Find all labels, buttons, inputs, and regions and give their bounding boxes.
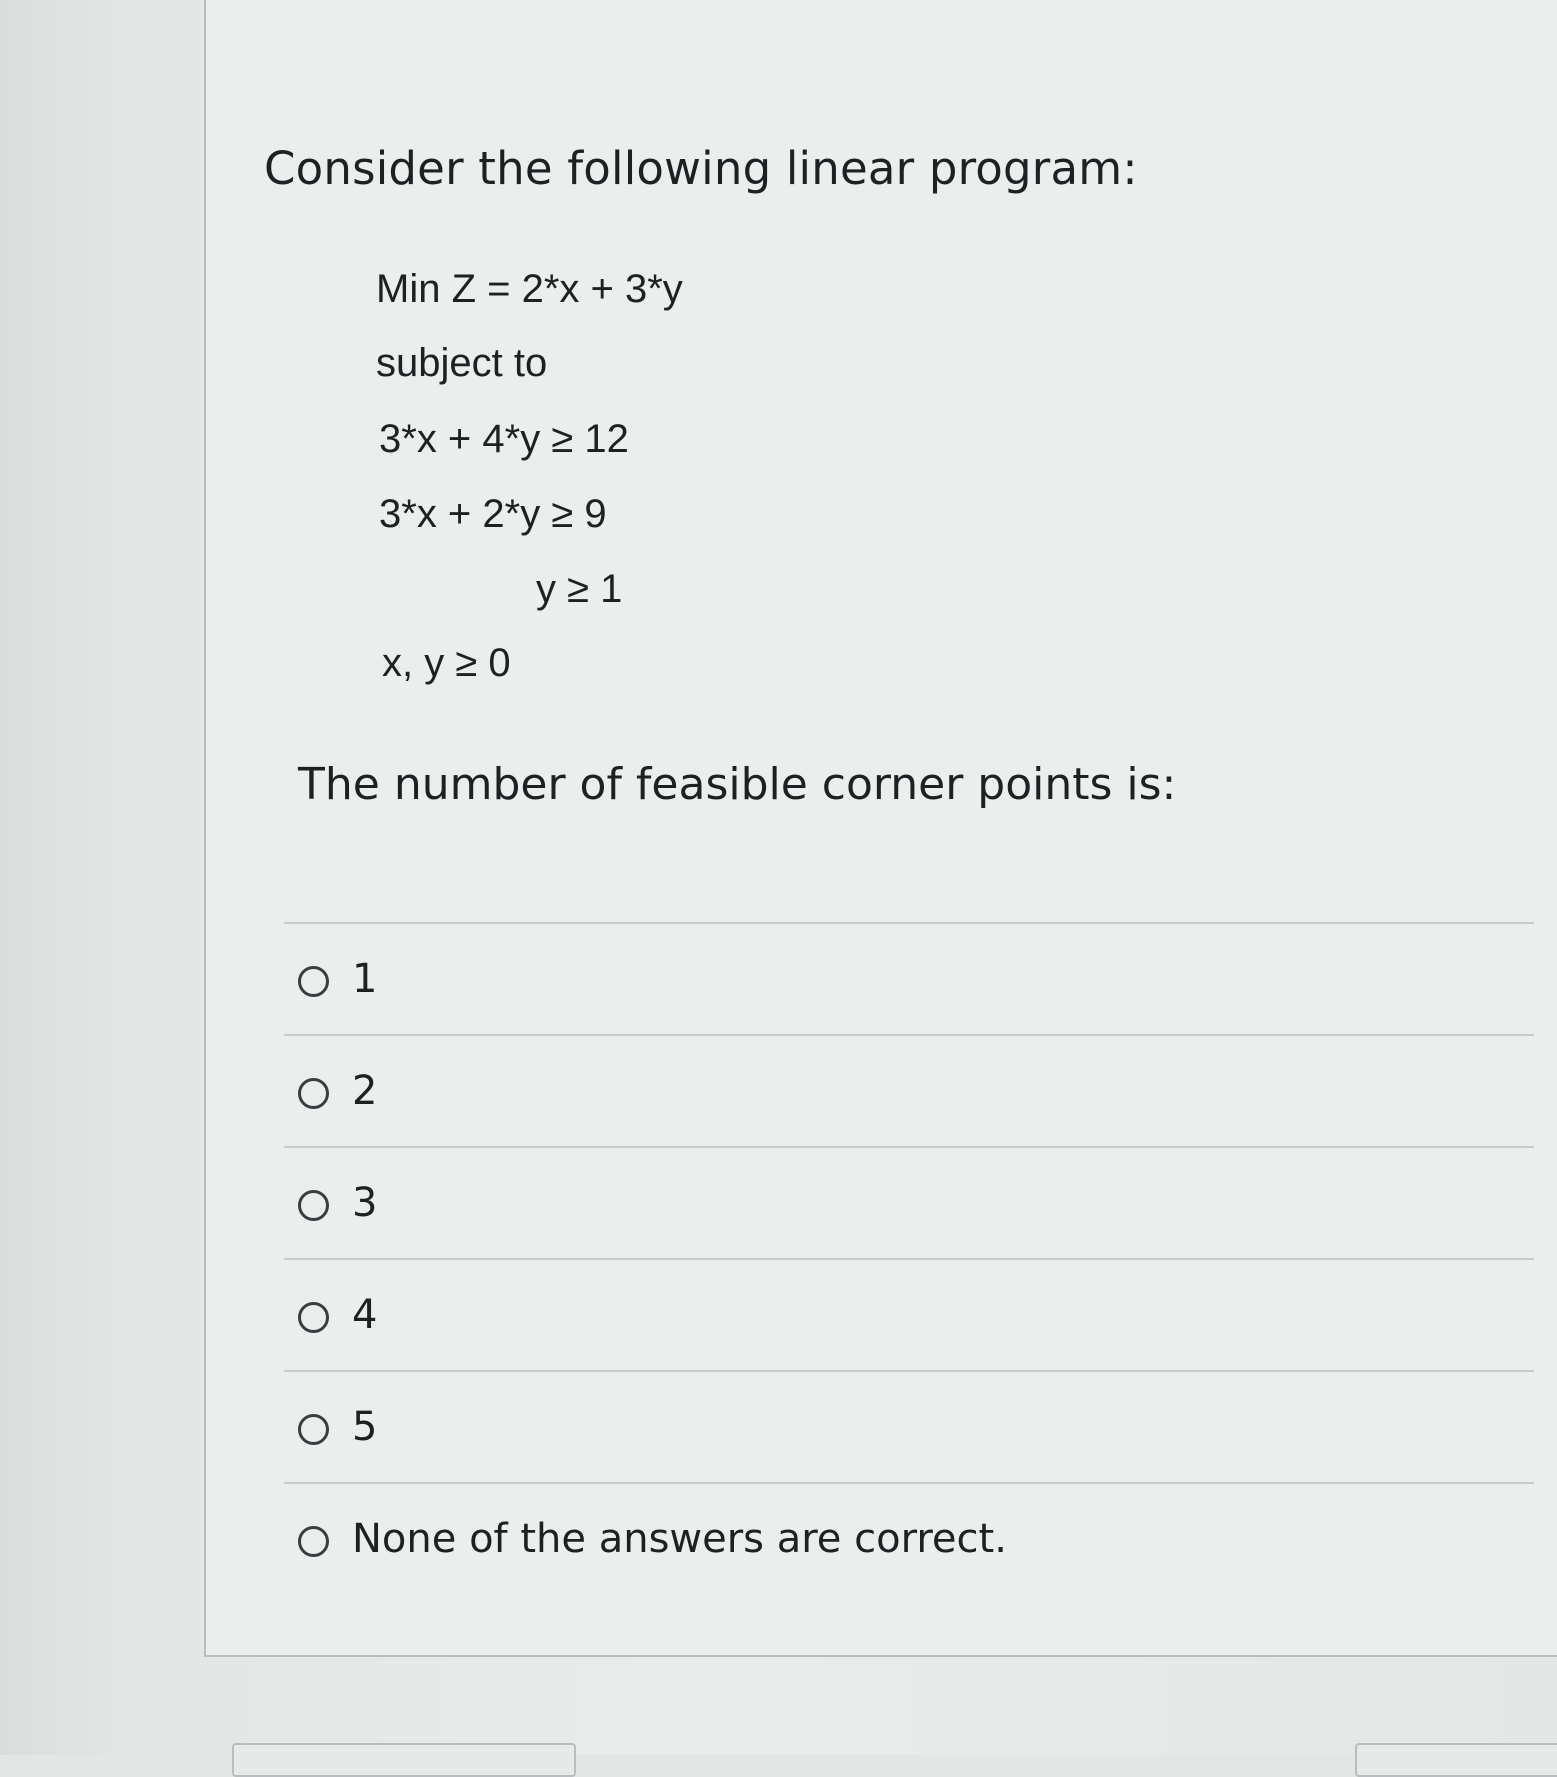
answer-options (284, 922, 1534, 1594)
answer-option-none[interactable] (284, 1482, 1534, 1594)
answer-option-label[interactable]: 3 (352, 1180, 378, 1226)
radio-circle-icon[interactable] (298, 966, 329, 997)
answer-option-3[interactable] (284, 1146, 1534, 1258)
radio-circle-icon[interactable] (298, 1414, 329, 1445)
answer-option-label[interactable]: None of the answers are correct. (352, 1516, 1007, 1562)
nonnegativity-constraint: x, y ≥ 0 (382, 641, 511, 685)
radio-circle-icon[interactable] (298, 1078, 329, 1109)
answer-option-label[interactable]: 4 (352, 1292, 378, 1338)
answer-option-label[interactable]: 2 (352, 1068, 378, 1114)
answer-option-label[interactable]: 5 (352, 1404, 378, 1450)
constraint-1: 3*x + 4*y ≥ 12 (379, 417, 629, 461)
subject-to-label: subject to (376, 341, 548, 385)
question-title: Consider the following linear program: (264, 142, 1138, 195)
answer-option-1[interactable] (284, 922, 1534, 1034)
question-prompt: The number of feasible corner points is: (298, 759, 1177, 810)
answer-option-5[interactable] (284, 1370, 1534, 1482)
constraint-3: y ≥ 1 (536, 567, 623, 611)
answer-option-label[interactable]: 1 (352, 956, 378, 1002)
answer-option-4[interactable] (284, 1258, 1534, 1370)
radio-circle-icon[interactable] (298, 1190, 329, 1221)
radio-circle-icon[interactable] (298, 1526, 329, 1557)
answer-option-2[interactable] (284, 1034, 1534, 1146)
objective-function: Min Z = 2*x + 3*y (376, 267, 683, 311)
bottom-navigation-button[interactable] (232, 1743, 576, 1777)
bottom-navigation-button[interactable] (1355, 1743, 1557, 1777)
constraint-2: 3*x + 2*y ≥ 9 (379, 492, 607, 536)
radio-circle-icon[interactable] (298, 1302, 329, 1333)
